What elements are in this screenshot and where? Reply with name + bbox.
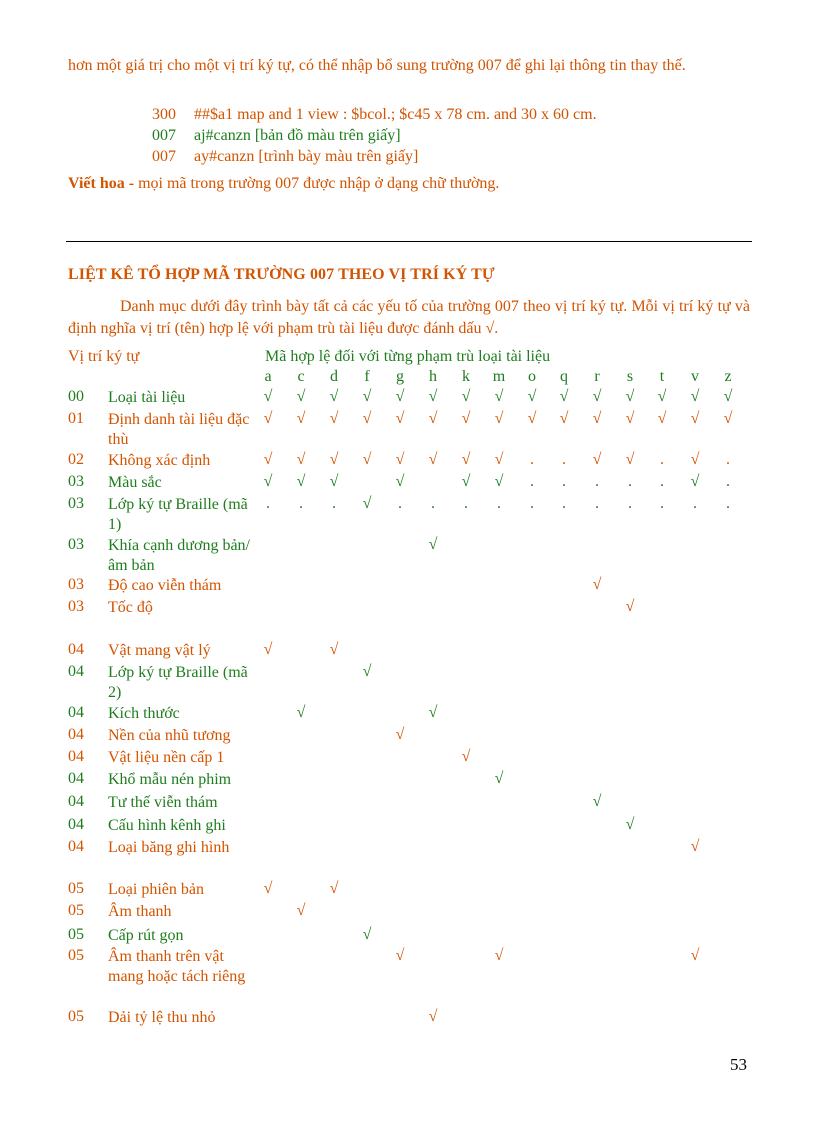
column-letter-c: c	[297, 368, 305, 385]
dot-mark: .	[726, 495, 730, 512]
dot-mark: .	[595, 495, 599, 512]
check-mark: √	[395, 451, 405, 468]
section-paragraph: Danh mục dưới đây trình bày tất cả các yếu tố của trường 007 theo vị trí ký tự. Mỗi vị trí ký tự và định nghĩa vị trí (tên) hợp lệ với phạm trù tài liệu được đánh dấu √.	[68, 298, 750, 337]
example-tag: 007	[152, 148, 176, 165]
column-letter-f: f	[364, 368, 370, 385]
check-mark: √	[592, 410, 602, 427]
row-position: 05	[68, 947, 84, 964]
check-mark: √	[527, 388, 537, 405]
check-mark: √	[592, 451, 602, 468]
example-content: ##$a1 map and 1 view : $bcol.; $c45 x 78 cm. and 30 x 60 cm.	[194, 106, 597, 123]
dot-mark: .	[530, 451, 534, 468]
row-label: Vật liệu nền cấp 1	[108, 749, 225, 766]
row-label: Không xác định	[108, 452, 211, 469]
check-mark: √	[263, 388, 273, 405]
row-position: 05	[68, 902, 84, 919]
check-mark: √	[296, 902, 306, 919]
column-letter-o: o	[528, 368, 536, 385]
example-line	[152, 125, 597, 146]
row-label: Nền của nhũ tương	[108, 727, 231, 744]
row-label: Độ cao viễn thám	[108, 577, 222, 594]
row-position: 02	[68, 451, 84, 468]
check-mark: √	[296, 473, 306, 490]
check-mark: √	[362, 495, 372, 512]
page-number: 53	[730, 1055, 747, 1074]
check-mark: √	[461, 748, 471, 765]
check-mark: √	[329, 388, 339, 405]
section-heading: LIỆT KÊ TỔ HỢP MÃ TRƯỜNG 007 THEO VỊ TRÍ KÝ TỰ	[68, 266, 495, 283]
row-position: 04	[68, 838, 84, 855]
row-position: 01	[68, 410, 84, 427]
example-line	[152, 104, 597, 125]
check-mark: √	[690, 410, 700, 427]
dot-mark: .	[562, 495, 566, 512]
capitalization-note	[68, 175, 499, 193]
row-position: 04	[68, 770, 84, 787]
check-mark: √	[395, 410, 405, 427]
check-mark: √	[263, 451, 273, 468]
example-content: ay#canzn [trình bày màu trên giấy]	[194, 148, 419, 165]
horizontal-divider	[66, 241, 752, 242]
check-mark: √	[428, 704, 438, 721]
check-mark: √	[296, 451, 306, 468]
capitalization-label: Viết hoa -	[68, 175, 135, 192]
check-mark: √	[395, 388, 405, 405]
dot-mark: .	[530, 495, 534, 512]
check-mark: √	[395, 726, 405, 743]
check-mark: √	[263, 410, 273, 427]
check-mark: √	[428, 451, 438, 468]
check-mark: √	[296, 704, 306, 721]
check-mark: √	[592, 388, 602, 405]
row-position: 00	[68, 388, 84, 405]
dot-mark: .	[332, 495, 336, 512]
check-mark: √	[329, 410, 339, 427]
check-mark: √	[527, 410, 537, 427]
check-mark: √	[494, 770, 504, 787]
row-position: 04	[68, 816, 84, 833]
check-mark: √	[362, 388, 372, 405]
row-position: 04	[68, 663, 84, 680]
dot-mark: .	[562, 473, 566, 490]
example-tag: 300	[152, 106, 176, 123]
column-letter-r: r	[594, 368, 600, 385]
capitalization-text: mọi mã trong trường 007 được nhập ở dạng chữ thường.	[138, 175, 500, 192]
row-position: 05	[68, 880, 84, 897]
check-mark: √	[362, 410, 372, 427]
column-letter-h: h	[429, 368, 437, 385]
check-mark: √	[494, 388, 504, 405]
row-label: Khía cạnh dương bản/âm bản	[108, 537, 250, 574]
check-mark: √	[296, 410, 306, 427]
row-label: Dải tỷ lệ thu nhỏ	[108, 1009, 216, 1026]
row-position: 03	[68, 536, 84, 553]
row-label: Lớp ký tự Braille (mã 1)	[108, 496, 248, 533]
dot-mark: .	[266, 495, 270, 512]
row-position: 03	[68, 598, 84, 615]
check-mark: √	[494, 410, 504, 427]
row-label: Tốc độ	[108, 599, 153, 616]
row-label: Cấu hình kênh ghi	[108, 817, 226, 834]
row-position: 03	[68, 473, 84, 490]
row-position: 04	[68, 641, 84, 658]
dot-mark: .	[398, 495, 402, 512]
check-mark: √	[657, 410, 667, 427]
column-letter-k: k	[462, 368, 470, 385]
column-letter-t: t	[659, 368, 665, 385]
dot-mark: .	[660, 451, 664, 468]
check-mark: √	[296, 388, 306, 405]
check-mark: √	[329, 641, 339, 658]
check-mark: √	[461, 410, 471, 427]
row-position: 04	[68, 726, 84, 743]
dot-mark: .	[497, 495, 501, 512]
row-position: 03	[68, 576, 84, 593]
check-mark: √	[625, 451, 635, 468]
dot-mark: .	[299, 495, 303, 512]
check-mark: √	[395, 473, 405, 490]
example-tag: 007	[152, 127, 176, 144]
row-position: 05	[68, 926, 84, 943]
check-mark: √	[428, 536, 438, 553]
column-letter-d: d	[330, 368, 338, 385]
check-mark: √	[625, 816, 635, 833]
check-mark: √	[690, 473, 700, 490]
row-position: 05	[68, 1008, 84, 1025]
dot-mark: .	[726, 451, 730, 468]
check-mark: √	[723, 388, 733, 405]
dot-mark: .	[431, 495, 435, 512]
check-mark: √	[690, 388, 700, 405]
check-mark: √	[559, 388, 569, 405]
row-label: Loại băng ghi hình	[108, 839, 230, 856]
check-mark: √	[428, 388, 438, 405]
check-mark: √	[625, 598, 635, 615]
row-label: Khổ mẫu nén phim	[108, 771, 232, 788]
column-letter-a: a	[264, 368, 272, 385]
row-label: Vật mang vật lý	[108, 642, 211, 659]
check-mark: √	[263, 880, 273, 897]
check-mark: √	[428, 1008, 438, 1025]
example-content: aj#canzn [bản đồ màu trên giấy]	[194, 127, 401, 144]
check-mark: √	[263, 473, 273, 490]
dot-mark: .	[595, 473, 599, 490]
check-mark: √	[559, 410, 569, 427]
row-label: Âm thanh	[108, 903, 172, 920]
check-mark: √	[362, 451, 372, 468]
dot-mark: .	[726, 473, 730, 490]
row-label: Âm thanh trên vật mang hoặc tách riêng	[108, 948, 246, 985]
row-position: 04	[68, 704, 84, 721]
check-mark: √	[494, 451, 504, 468]
row-position: 04	[68, 793, 84, 810]
dot-mark: .	[660, 495, 664, 512]
example-block	[152, 104, 597, 167]
check-mark: √	[494, 947, 504, 964]
row-label: Kích thước	[108, 705, 180, 722]
example-line	[152, 146, 597, 167]
row-label: Định danh tài liệu đặc thù	[108, 411, 250, 448]
dot-mark: .	[464, 495, 468, 512]
check-mark: √	[494, 473, 504, 490]
dot-mark: .	[628, 495, 632, 512]
check-mark: √	[625, 410, 635, 427]
row-label: Tư thế viễn thám	[108, 794, 218, 811]
check-mark: √	[592, 576, 602, 593]
column-letter-v: v	[691, 368, 699, 385]
dot-mark: .	[693, 495, 697, 512]
column-header-codes: Mã hợp lệ đối với từng phạm trù loại tài liệu	[265, 348, 551, 365]
intro-paragraph: hơn một giá trị cho một vị trí ký tự, có thể nhập bổ sung trường 007 để ghi lại thông tin thay thế.	[68, 57, 686, 74]
check-mark: √	[329, 473, 339, 490]
row-label: Loại phiên bản	[108, 881, 204, 898]
check-mark: √	[329, 880, 339, 897]
check-mark: √	[263, 641, 273, 658]
check-mark: √	[428, 410, 438, 427]
dot-mark: .	[562, 451, 566, 468]
column-letter-g: g	[396, 368, 404, 385]
check-mark: √	[723, 410, 733, 427]
check-mark: √	[657, 388, 667, 405]
column-letter-q: q	[560, 368, 568, 385]
check-mark: √	[625, 388, 635, 405]
check-mark: √	[592, 793, 602, 810]
row-label: Cấp rút gọn	[108, 927, 184, 944]
dot-mark: .	[628, 473, 632, 490]
row-label: Màu sắc	[108, 474, 162, 491]
row-position: 04	[68, 748, 84, 765]
check-mark: √	[329, 451, 339, 468]
row-label: Lớp ký tự Braille (mã 2)	[108, 664, 248, 701]
row-position: 03	[68, 495, 84, 512]
dot-mark: .	[530, 473, 534, 490]
check-mark: √	[690, 838, 700, 855]
column-letter-s: s	[626, 368, 634, 385]
check-mark: √	[461, 473, 471, 490]
column-letter-z: z	[724, 368, 732, 385]
check-mark: √	[362, 926, 372, 943]
dot-mark: .	[660, 473, 664, 490]
row-label: Loại tài liệu	[108, 389, 186, 406]
column-letter-m: m	[492, 368, 506, 385]
check-mark: √	[461, 451, 471, 468]
check-mark: √	[362, 663, 372, 680]
check-mark: √	[461, 388, 471, 405]
check-mark: √	[690, 947, 700, 964]
check-mark: √	[690, 451, 700, 468]
column-header-position: Vị trí ký tự	[68, 348, 140, 365]
check-mark: √	[395, 947, 405, 964]
